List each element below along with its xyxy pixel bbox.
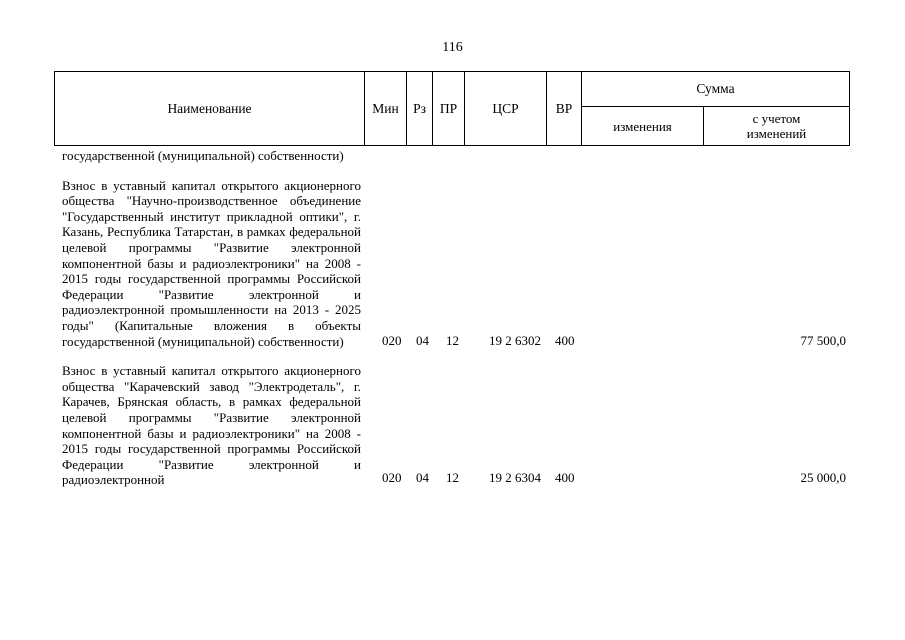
header-vr: ВР: [547, 72, 582, 145]
row-description: Взнос в уставный капитал открытого акционерного общества "Карачевский завод "Электродеталь", г. Карачев, Брянская область, в рамках федеральной целевой программы "Развитие электронной компонентной базы и радиоэлектроники" на 2008 - 2015 годы государственной программы Российской Федерации "Развитие электронной и радиоэлектронной: [62, 363, 361, 488]
row-min: 020: [382, 333, 402, 349]
header-changes: изменения: [582, 107, 704, 145]
header-rz: Рз: [407, 72, 433, 145]
header-sum: Сумма: [582, 72, 849, 107]
row-amount: 25 000,0: [800, 469, 846, 485]
row-csr: 19 2 6302: [489, 333, 541, 349]
header-csr: ЦСР: [465, 72, 547, 145]
table-body: [62, 148, 852, 488]
header-name: Наименование: [55, 72, 365, 145]
row-description: Взнос в уставный капитал открытого акционерного общества "Научно-производственное объединение "Государственный институт прикладной оптики", г. Казань, Республика Татарстан, в рамках федеральной целевой программы "Развитие электронной компонентной базы и радиоэлектроники" на 2008 - 2015 годы государственной программы Российской Федерации "Развитие электронной и радиоэлектронной промышленности на 2013 - 2025 годы" (Капитальные вложения в объекты государственной (муниципальной) собственности): [62, 177, 361, 349]
page-number: 116: [442, 40, 463, 55]
row-csr: 19 2 6304: [489, 469, 541, 485]
header-min: Мин: [365, 72, 407, 145]
table-row: [62, 148, 852, 164]
table-row: [62, 363, 852, 488]
row-amount: 77 500,0: [800, 333, 846, 349]
row-pr: 12: [446, 333, 459, 349]
row-min: 020: [382, 469, 402, 485]
table-row: [62, 178, 852, 350]
row-vr: 400: [555, 469, 575, 485]
row-values: [62, 470, 852, 486]
row-description: государственной (муниципальной) собственности): [62, 148, 344, 163]
row-vr: 400: [555, 333, 575, 349]
header-with-changes: с учетом изменений: [746, 111, 807, 141]
row-pr: 12: [446, 469, 459, 485]
row-rz: 04: [416, 333, 429, 349]
row-rz: 04: [416, 469, 429, 485]
row-values: [62, 333, 852, 349]
header-pr: ПР: [433, 72, 465, 145]
table-header: [54, 71, 850, 146]
